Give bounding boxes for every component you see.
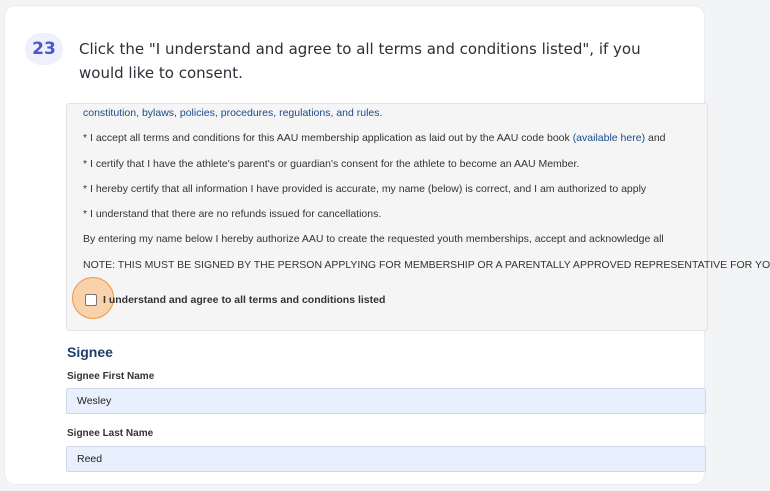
terms-line: * I hereby certify that all information I have provided is accurate, my name (below) is correct, and I am authorized to apply	[83, 183, 647, 195]
terms-line: constitution, bylaws, policies, procedures, regulations, and rules.	[83, 107, 383, 119]
code-book-link[interactable]: (available here)	[572, 132, 646, 144]
consent-label[interactable]: I understand and agree to all terms and conditions listed	[103, 294, 386, 306]
terms-line	[83, 132, 666, 144]
terms-text: and	[645, 132, 666, 144]
screenshot-panel	[62, 97, 770, 484]
consent-checkbox[interactable]	[85, 294, 97, 306]
step-number-badge: 23	[25, 33, 63, 65]
signee-last-name-input[interactable]: Reed	[66, 446, 706, 472]
terms-box	[66, 103, 770, 331]
step-card	[5, 6, 770, 484]
signee-first-name-label: Signee First Name	[67, 371, 155, 382]
step-instruction: Click the "I understand and agree to all terms and conditions listed", if you would like to consent.	[79, 40, 641, 82]
terms-line: * I certify that I have the athlete's parent's or guardian's consent for the athlete to become an AAU Member.	[83, 158, 580, 170]
terms-line: By entering my name below I hereby authorize AAU to create the requested youth memberships, accept and acknowledge all	[83, 233, 664, 245]
signee-first-name-input[interactable]: Wesley	[66, 388, 706, 414]
consent-checkbox-row[interactable]	[85, 290, 385, 310]
signee-heading: Signee	[67, 344, 113, 360]
signee-last-name-label: Signee Last Name	[67, 428, 154, 439]
terms-line: * I understand that there are no refunds issued for cancellations.	[83, 208, 382, 220]
terms-line: NOTE: THIS MUST BE SIGNED BY THE PERSON APPLYING FOR MEMBERSHIP OR A PARENTALLY APPROVED REPRESENTATIVE FOR YO	[83, 259, 770, 271]
terms-text: * I accept all terms and conditions for this AAU membership application as laid out by the AAU code book	[83, 132, 573, 144]
